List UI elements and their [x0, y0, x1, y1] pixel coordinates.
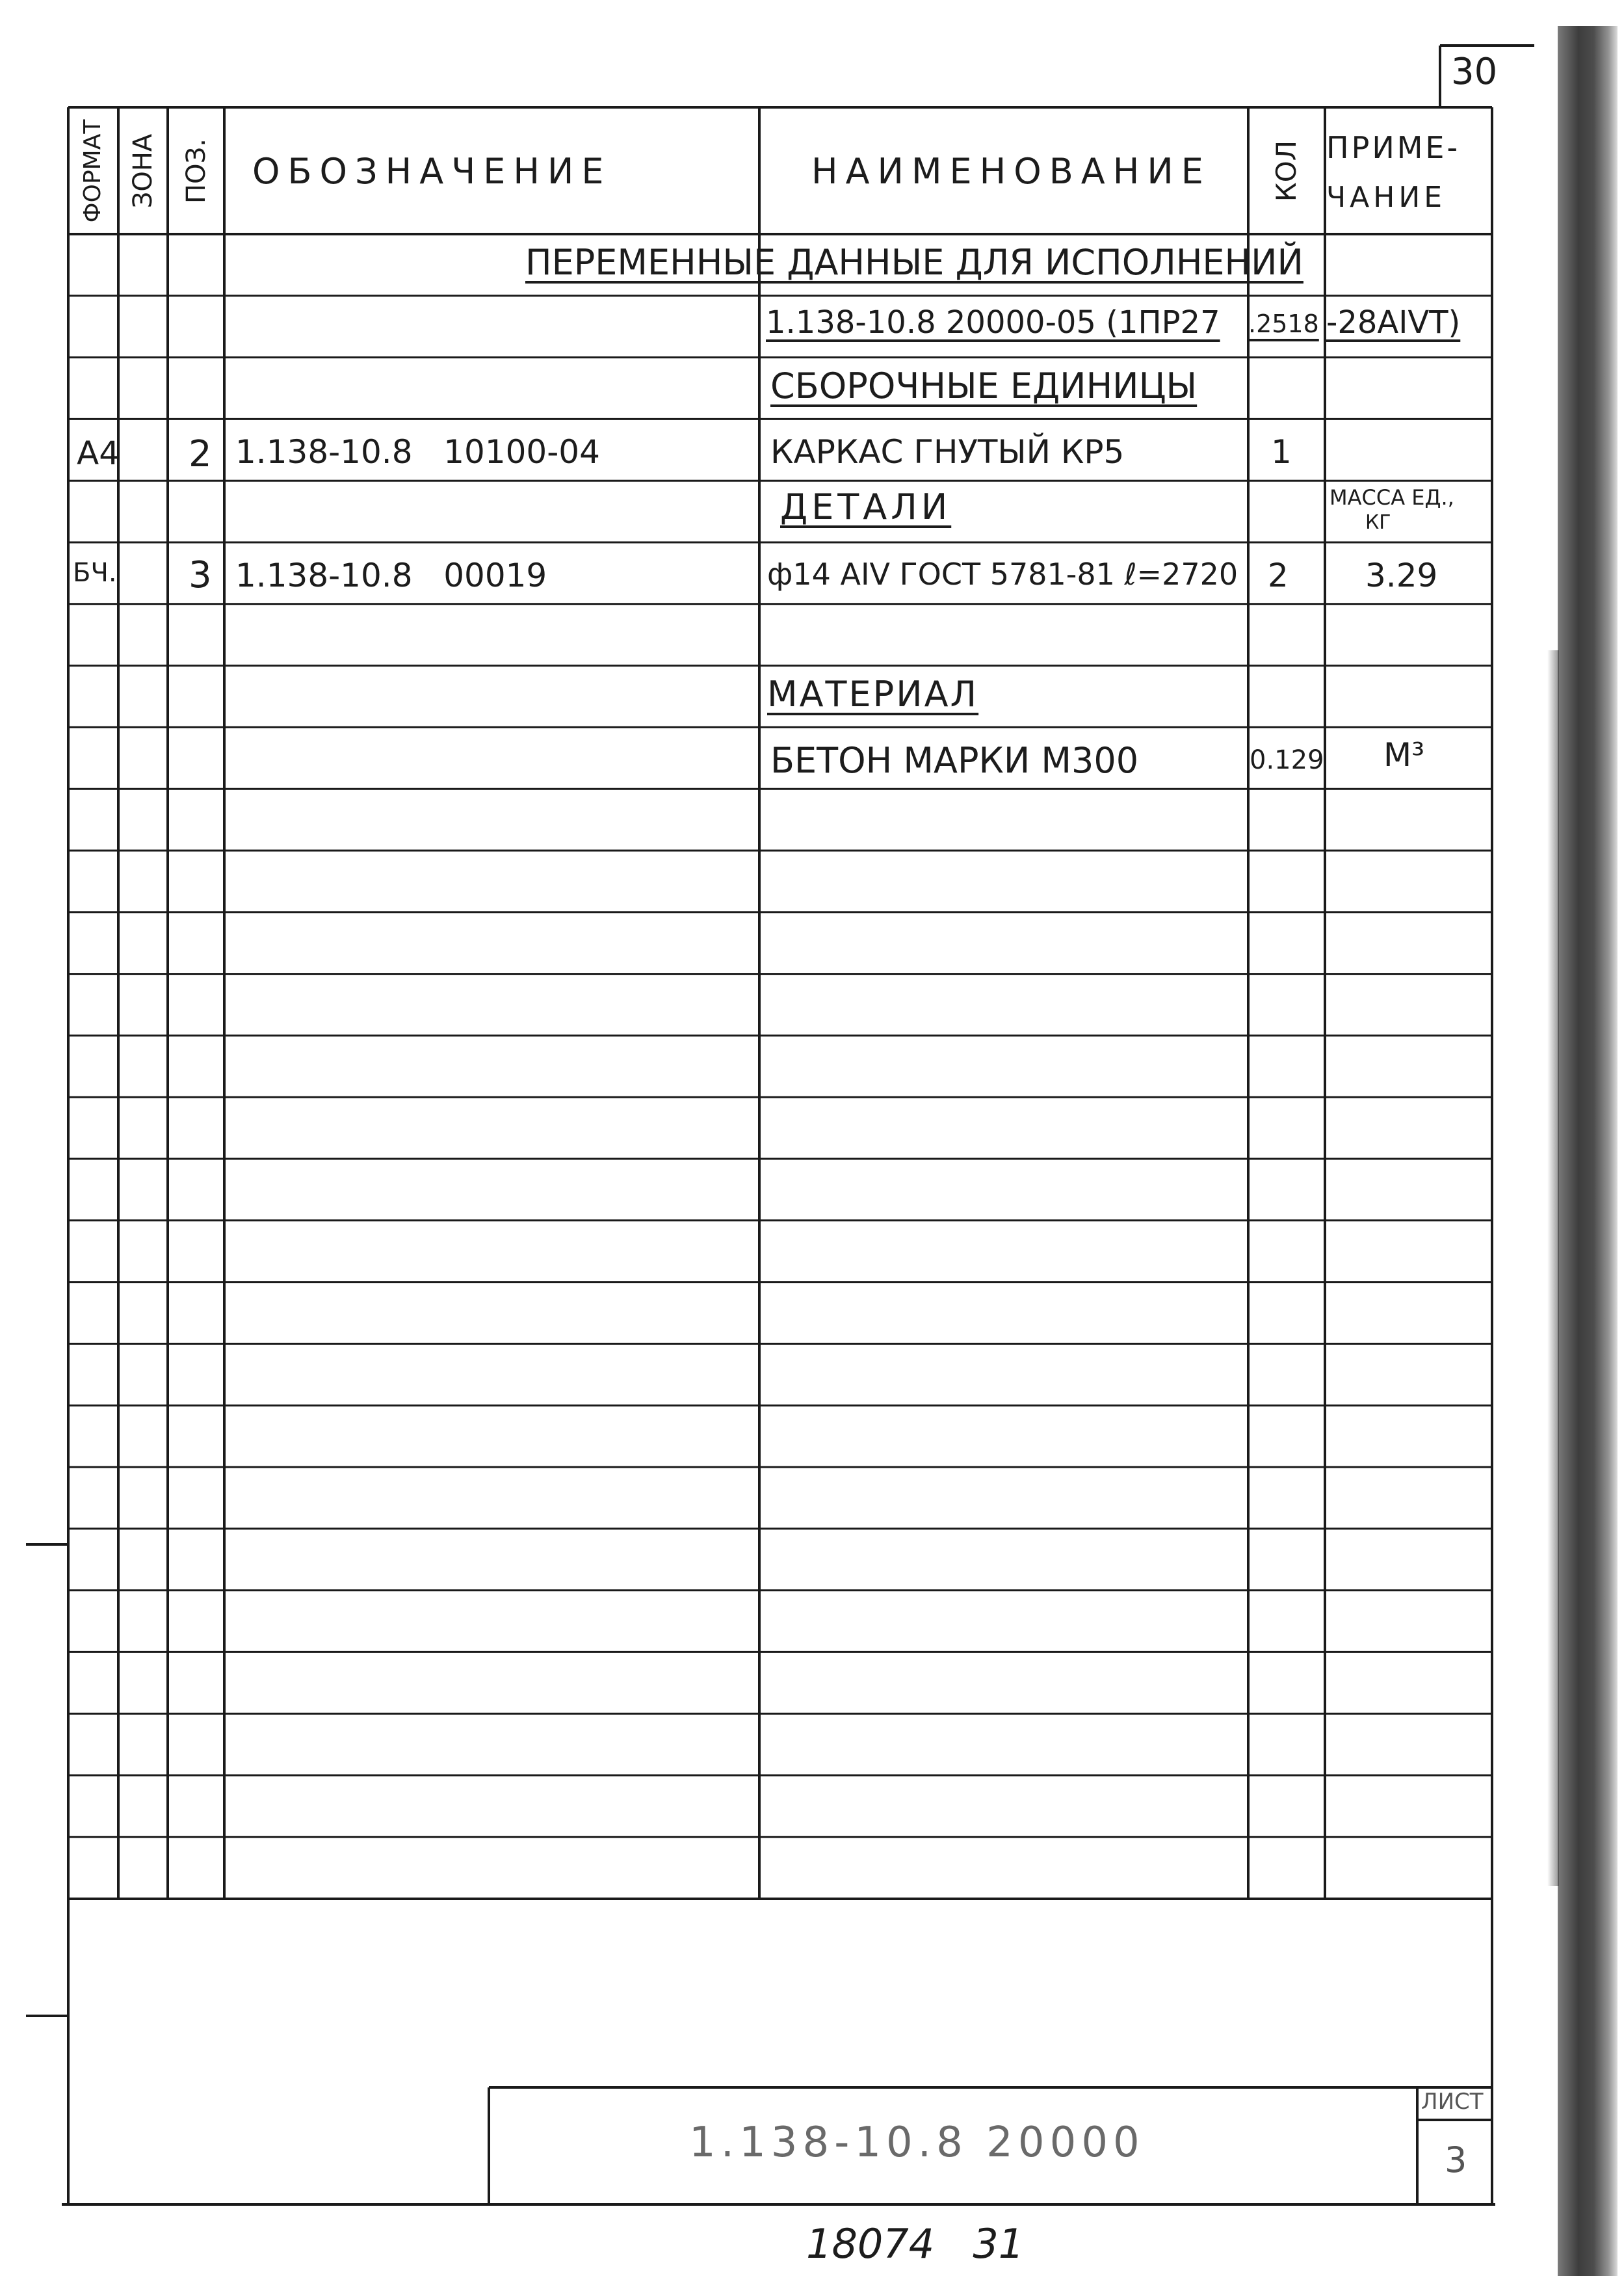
bar-name: ф14 АIV ГОСТ 5781-81 ℓ=2720 — [767, 557, 1238, 592]
frame-format: А4 — [77, 434, 120, 472]
footer-handwritten-number: 18074 31 — [806, 2220, 1025, 2268]
header-zone: ЗОНА — [128, 133, 158, 209]
header-format: ФОРМАТ — [79, 119, 106, 223]
bar-format: БЧ. — [73, 558, 117, 588]
frame-name: КАРКАС ГНУТЫЙ КР5 — [770, 433, 1125, 471]
frame-pos: 2 — [189, 433, 212, 475]
header-qty: КОЛ — [1270, 140, 1302, 202]
concrete-note: М³ — [1383, 736, 1425, 774]
mass-unit: КГ — [1365, 511, 1391, 534]
bar-designation: 1.138-10.8 00019 — [235, 557, 547, 594]
variant-note: -28АIVТ) — [1326, 304, 1461, 341]
frame-designation: 1.138-10.8 10100-04 — [235, 433, 600, 471]
sheet-label: ЛИСТ — [1421, 2089, 1484, 2115]
header-designation: ОБОЗНАЧЕНИЕ — [252, 151, 612, 192]
section-assembly-units: СБОРОЧНЫЕ ЕДИНИЦЫ — [770, 365, 1198, 406]
section-variable-data: ПЕРЕМЕННЫЕ ДАННЫЕ ДЛЯ ИСПОЛНЕНИЙ — [525, 242, 1303, 283]
header-name: НАИМЕНОВАНИЕ — [811, 151, 1211, 192]
bar-pos: 3 — [189, 554, 212, 596]
variant-qty: .2518 — [1248, 310, 1319, 338]
sheet-number: 3 — [1445, 2139, 1467, 2180]
bar-qty: 2 — [1268, 557, 1289, 594]
stamp-designation: 1.138-10.8 20000 — [689, 2119, 1145, 2167]
section-material: МАТЕРИАЛ — [767, 674, 979, 715]
page-corner-number: 30 — [1451, 51, 1498, 93]
concrete-qty: 0.129 — [1250, 745, 1324, 775]
bar-note: 3.29 — [1365, 557, 1438, 594]
header-pos: ПОЗ. — [181, 139, 211, 204]
mass-note: МАССА ЕД., — [1329, 485, 1454, 510]
variant-name: 1.138-10.8 20000-05 (1ПР27 — [766, 304, 1220, 341]
concrete-name: БЕТОН МАРКИ М300 — [770, 740, 1139, 781]
header-note-line1: ПРИМЕ- — [1326, 130, 1461, 165]
frame-qty: 1 — [1271, 433, 1292, 471]
section-details: ДЕТАЛИ — [780, 486, 952, 527]
header-note-line2: ЧАНИЕ — [1326, 181, 1447, 214]
